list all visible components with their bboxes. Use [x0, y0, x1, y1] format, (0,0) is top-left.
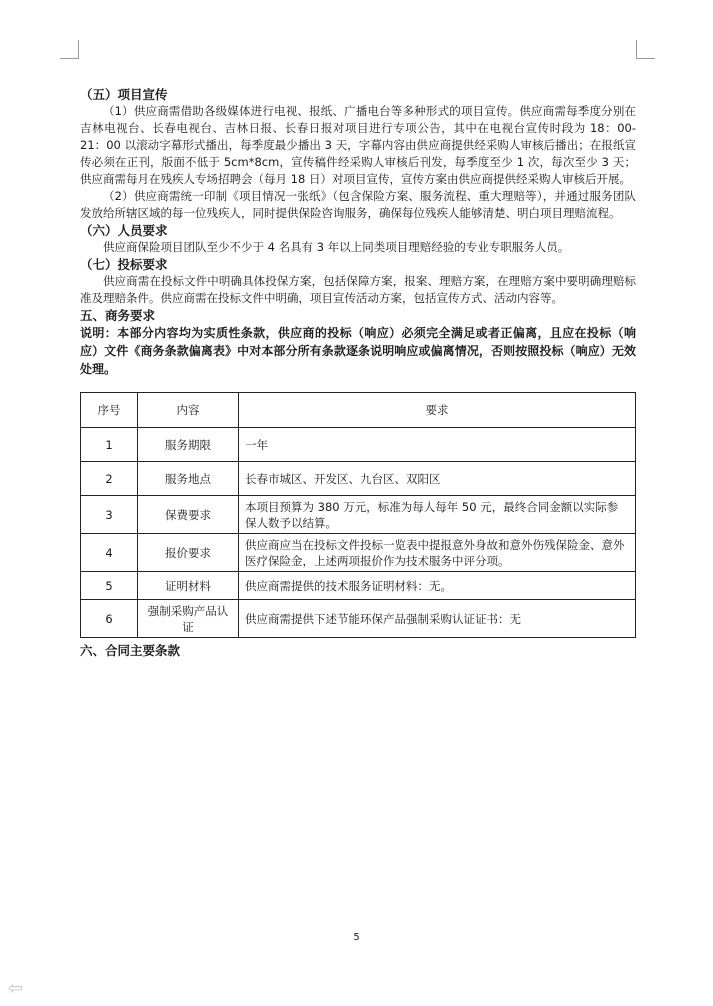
row-no: 4 [81, 534, 138, 572]
contract-terms-heading: 六、合同主要条款 [80, 643, 181, 658]
table-row [81, 572, 636, 600]
table-row [81, 428, 636, 462]
row-item: 报价要求 [138, 534, 239, 572]
section-7-paragraph: 供应商需在投标文件中明确具体投保方案，包括保障方案，报案、理赔方案，在理赔方案中要明确理赔标准及理赔条件。供应商需在投标文件中明确，项目宣传活动方案，包括宣传方式、活动内容等。 [80, 274, 636, 305]
crop-mark-top-right [636, 40, 655, 59]
row-item: 服务期限 [138, 428, 239, 462]
row-no: 5 [81, 572, 138, 600]
header-no: 序号 [81, 393, 138, 428]
section-6-heading: （六）人员要求 [80, 223, 168, 238]
section-7-heading: （七）投标要求 [80, 257, 168, 272]
row-requirement: 长春市城区、开发区、九台区、双阳区 [239, 462, 636, 496]
header-item: 内容 [138, 393, 239, 428]
row-no: 6 [81, 600, 138, 638]
row-requirement: 本项目预算为 380 万元，标准为每人每年 50 元，最终合同金额以实际参保人数予以结算。 [239, 496, 636, 534]
row-requirement: 供应商需提供的技术服务证明材料：无。 [239, 572, 636, 600]
section-6-paragraph: 供应商保险项目团队至少不少于 4 名具有 3 年以上同类项目理赔经验的专业专职服务人员。 [103, 240, 570, 254]
section-5-heading: （五）项目宣传 [80, 87, 168, 102]
business-requirements-note: 说明：本部分内容均为实质性条款，供应商的投标（响应）必须完全满足或者正偏离，且应在投标（响应）文件《商务条款偏离表》中对本部分所有条款逐条说明响应或偏离情况，否则按照投标（响应）无效处理。 [80, 326, 636, 376]
table-row [81, 496, 636, 534]
table-row [81, 462, 636, 496]
page-content [80, 86, 636, 659]
row-no: 1 [81, 428, 138, 462]
row-no: 2 [81, 462, 138, 496]
row-item: 证明材料 [138, 572, 239, 600]
row-requirement: 供应商需提供下述节能环保产品强制采购认证证书：无 [239, 600, 636, 638]
table-row [81, 534, 636, 572]
crop-mark-top-left [60, 40, 79, 59]
table-row [81, 600, 636, 638]
table-header-row [81, 393, 636, 428]
business-requirements-table [80, 392, 636, 638]
page-number: 5 [353, 932, 360, 943]
row-no: 3 [81, 496, 138, 534]
row-item: 服务地点 [138, 462, 239, 496]
row-requirement: 供应商应当在投标文件投标一览表中提报意外身故和意外伤残保险金、意外医疗保险金，上述两项报价作为技术服务中评分项。 [239, 534, 636, 572]
section-5-paragraph-2: （2）供应商需统一印制《项目情况一张纸》（包含保险方案、服务流程、重大理赔等），并通过服务团队发放给所辖区域的每一位残疾人，同时提供保险咨询服务，确保每位残疾人能够清楚、明白项目理赔流程。 [80, 189, 636, 220]
row-item: 保费要求 [138, 496, 239, 534]
header-requirement: 要求 [239, 393, 636, 428]
back-arrow-icon[interactable]: ⇦ [8, 978, 24, 999]
business-requirements-heading: 五、商务要求 [80, 308, 156, 323]
row-requirement: 一年 [239, 428, 636, 462]
row-item: 强制采购产品认证 [138, 600, 239, 638]
section-5-paragraph-1: （1）供应商需借助各级媒体进行电视、报纸、广播电台等多种形式的项目宣传。供应商需每季度分别在吉林电视台、长春电视台、吉林日报、长春日报对项目进行专项公告，其中在电视台宣传时段为 18：00-21：00 以滚动字幕形式播出，每季度最少播出 3 天，字幕内容由供应商提供经采购人审核后播出；在报纸宣传必须在正刊，版面不低于 5cm*8cm，宣传稿件经采购人审核后刊发，每季度至少 1 次，每次至少 3 天；供应商需每月在残疾人专场招聘会（每月 18 日）对项目宣传，宣传方案由供应商提供经采购人审核后开展。 [80, 104, 636, 186]
